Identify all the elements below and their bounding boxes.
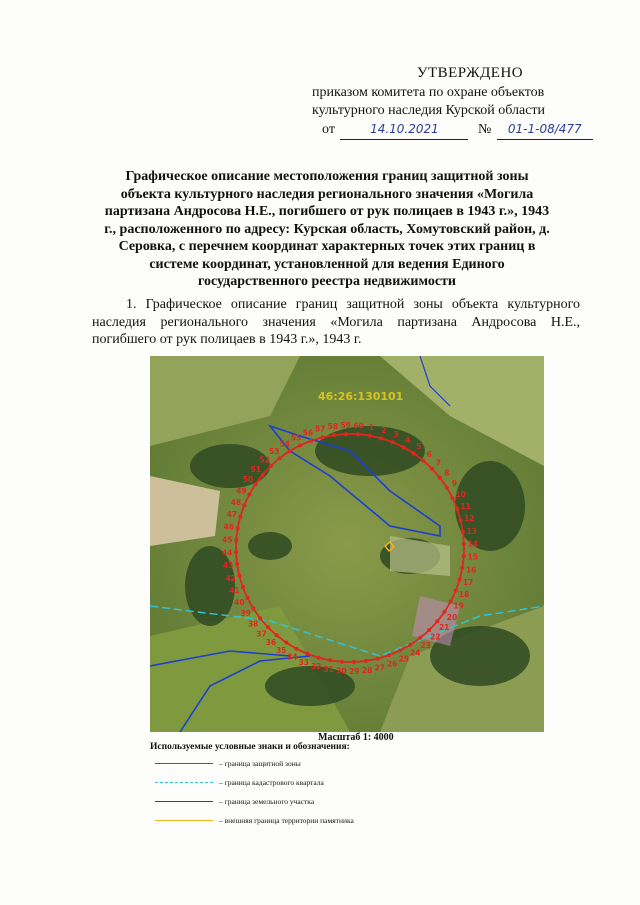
point-number-label: 4 [405, 435, 411, 445]
point-number-label: 46 [223, 522, 235, 532]
point-number-label: 33 [298, 658, 310, 667]
point-marker [317, 656, 321, 660]
legend-title: Используемые условные знаки и обозначения: [150, 742, 350, 752]
point-marker [462, 542, 466, 546]
point-number-label: 1 [368, 422, 375, 432]
approval-date-number-row [312, 120, 612, 138]
point-marker [278, 456, 282, 460]
point-number-label: 17 [462, 577, 474, 587]
approval-line-2: культурного наследия Курской области [312, 103, 546, 118]
point-marker [234, 538, 238, 542]
point-marker [238, 515, 242, 519]
point-marker [320, 435, 324, 439]
point-marker [368, 434, 372, 438]
point-marker [430, 467, 434, 471]
point-number-label: 21 [438, 623, 450, 633]
point-number-label: 15 [467, 552, 478, 562]
number-underline [497, 120, 593, 140]
point-marker [449, 600, 453, 604]
point-number-label: 52 [259, 455, 270, 465]
point-number-label: 56 [302, 428, 314, 438]
point-number-label: 16 [465, 565, 477, 575]
point-marker [458, 577, 462, 581]
from-label: от [322, 122, 335, 137]
point-number-label: 48 [230, 497, 242, 507]
legend-label-monument: – внешняя граница территории памятника [219, 815, 354, 825]
legend-label-parcel: – граница земельного участка [219, 796, 315, 806]
point-number-label: 36 [265, 638, 277, 648]
point-number-label: 35 [275, 646, 287, 655]
point-number-label: 25 [398, 654, 410, 664]
point-marker [241, 585, 245, 589]
map-scale: Масштаб 1: 4000 [318, 732, 394, 743]
point-marker [340, 660, 344, 664]
point-number-label: 13 [466, 526, 478, 536]
point-marker [247, 493, 251, 497]
point-number-label: 22 [430, 632, 441, 642]
point-number-label: 3 [393, 430, 399, 439]
point-number-label: 42 [225, 573, 236, 583]
point-marker [235, 562, 239, 566]
point-number-label: 31 [323, 665, 334, 675]
point-number-label: 5 [416, 442, 422, 451]
point-number-label: 18 [458, 590, 470, 600]
cadastral-quarter-label: 46:26:130101 [318, 390, 404, 403]
legend-item-zone [155, 757, 301, 769]
point-marker [258, 616, 262, 620]
point-marker [427, 628, 431, 632]
point-marker [445, 486, 449, 490]
point-marker [275, 633, 279, 637]
approval-number: 01-1-08/477 [507, 122, 582, 136]
point-marker [251, 606, 255, 610]
point-number-label: 32 [310, 662, 322, 672]
point-marker [295, 647, 299, 651]
legend-item-cadastral [155, 776, 324, 788]
point-number-label: 19 [453, 601, 464, 611]
point-number-label: 60 [353, 421, 364, 431]
legend-label-zone: – граница защитной зоны [219, 758, 301, 768]
point-number-label: 57 [314, 424, 326, 434]
point-number-label: 9 [451, 478, 457, 488]
point-number-label: 14 [467, 539, 479, 549]
point-marker [242, 503, 246, 507]
point-number-label: 54 [279, 439, 291, 449]
point-number-label: 50 [242, 475, 254, 485]
point-number-label: 24 [409, 648, 421, 658]
point-marker [352, 660, 356, 664]
point-marker [376, 657, 380, 661]
section-paragraph: 1. Графическое описание границ защитной зоны объекта культурного наследия регионального значения «Могила партизана Андросова Н.Е., погибшего от рук полицаев в 1943 г.», 1943 г. [92, 297, 580, 347]
point-marker [421, 459, 425, 463]
approval-title: УТВЕРЖДЕНО [416, 65, 524, 81]
point-marker [379, 436, 383, 440]
approval-line-1: приказом комитета по охране объектов [312, 85, 545, 100]
point-marker [391, 440, 395, 444]
point-marker [236, 526, 240, 530]
point-marker [305, 652, 309, 656]
date-underline [340, 120, 468, 140]
point-marker [418, 636, 422, 640]
point-number-label: 40 [234, 597, 245, 607]
point-marker [438, 476, 442, 480]
point-number-label: 28 [361, 665, 373, 675]
point-marker [269, 464, 273, 468]
point-number-label: 29 [349, 666, 360, 676]
point-number-label: 53 [269, 447, 280, 457]
point-marker [460, 566, 464, 570]
point-marker [246, 596, 250, 600]
point-marker [356, 432, 360, 436]
point-marker [387, 653, 391, 657]
point-number-label: 23 [420, 640, 431, 650]
number-label: № [477, 122, 492, 137]
point-number-label: 37 [256, 629, 267, 639]
point-number-label: 11 [460, 501, 471, 511]
approval-date: 14.10.2021 [370, 122, 439, 136]
point-marker [234, 550, 238, 554]
approval-stamp-block [312, 64, 612, 138]
point-number-label: 34 [287, 652, 298, 662]
point-number-label: 59 [340, 421, 351, 431]
point-marker [408, 643, 412, 647]
point-number-label: 26 [386, 659, 398, 669]
point-marker [455, 507, 459, 511]
point-number-label: 47 [226, 510, 238, 520]
point-number-label: 7 [435, 458, 442, 468]
point-number-label: 6 [426, 449, 432, 459]
point-marker [412, 452, 416, 456]
point-number-label: 43 [222, 561, 234, 571]
point-marker [398, 649, 402, 653]
point-number-label: 2 [381, 425, 387, 435]
point-number-label: 41 [229, 586, 240, 596]
point-number-label: 51 [250, 464, 262, 474]
point-number-label: 45 [222, 535, 233, 545]
point-number-label: 27 [374, 663, 386, 673]
point-marker [461, 530, 465, 534]
legend-label-cadastral: – граница кадастрового квартала [219, 777, 324, 787]
point-marker [451, 496, 455, 500]
point-number-label: 49 [236, 486, 247, 496]
point-number-label: 39 [240, 609, 251, 619]
satellite-map [150, 356, 544, 732]
point-marker [328, 658, 332, 662]
point-number-label: 44 [221, 548, 233, 558]
point-marker [462, 554, 466, 558]
point-number-label: 38 [247, 619, 259, 629]
point-marker [332, 433, 336, 437]
point-marker [364, 659, 368, 663]
map-svg [150, 356, 544, 732]
point-marker [454, 589, 458, 593]
point-number-label: 20 [446, 612, 458, 622]
point-marker [254, 482, 258, 486]
point-marker [261, 473, 265, 477]
legend-swatch-cadastral [155, 782, 213, 783]
legend-swatch-parcel [155, 801, 213, 802]
legend-item-monument [155, 814, 354, 826]
point-number-label: 55 [290, 433, 302, 443]
point-marker [459, 518, 463, 522]
legend-item-parcel [155, 795, 314, 807]
point-number-label: 58 [327, 422, 339, 432]
legend-swatch-zone [155, 763, 213, 764]
legend-swatch-monument [155, 820, 213, 821]
point-number-label: 12 [464, 514, 475, 524]
point-number-label: 30 [336, 666, 347, 676]
point-marker [344, 432, 348, 436]
point-marker [298, 444, 302, 448]
point-marker [402, 445, 406, 449]
point-number-label: 10 [455, 490, 466, 500]
point-marker [237, 574, 241, 578]
point-marker [309, 439, 313, 443]
point-number-label: 8 [444, 468, 450, 478]
point-marker [288, 449, 292, 453]
document-heading: Графическое описание местоположения границ защитной зоны объекта культурного наследия регионального значения «Могила партизана Андросова Н.Е., погибшего от рук полицаев в 1943 г.», 1943 г., расположенного по адресу: Курская область, Хомутовский район, д. Серовка, с перечнем координат характерных точек этих границ в системе координат, установленной для ведения Единого государственного реестра недвижимости [104, 169, 550, 289]
point-marker [284, 641, 288, 645]
